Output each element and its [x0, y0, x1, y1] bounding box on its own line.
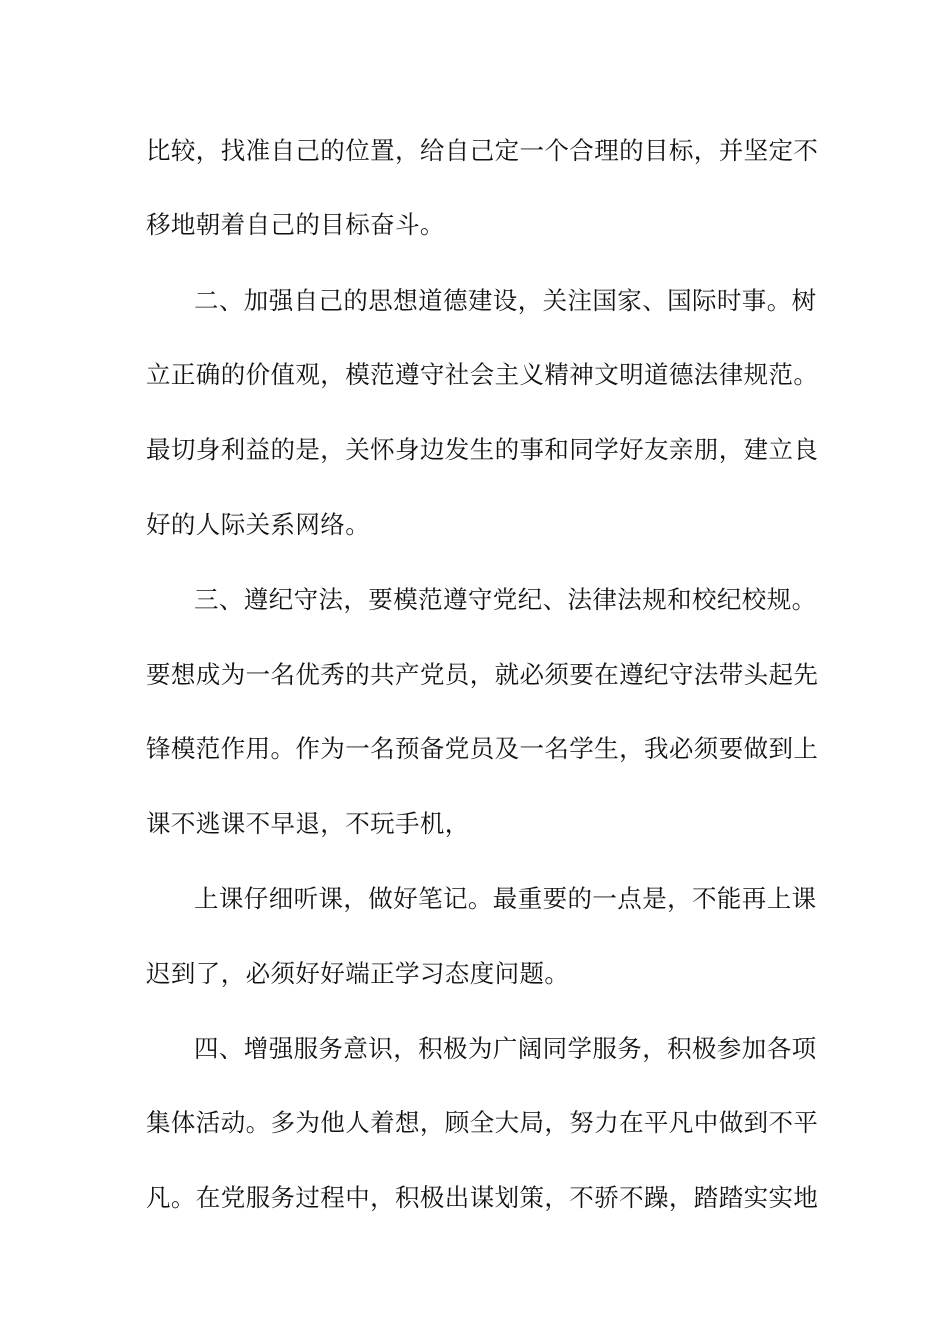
paragraph-first-line: 四、增强服务意识，积极为广阔同学服务，积极参加各项 — [194, 1034, 817, 1063]
text-line: 最切身利益的是，关怀身边发生的事和同学好友亲朋，建立良 — [146, 435, 819, 464]
text-line: 课不逃课不早退，不玩手机， — [146, 809, 470, 838]
text-line: 比较，找准自己的位置，给自己定一个合理的目标，并坚定不 — [146, 136, 819, 165]
paragraph-first-line: 二、加强自己的思想道德建设，关注国家、国际时事。树 — [194, 286, 817, 315]
text-line: 好的人际关系网络。 — [146, 510, 371, 539]
text-line: 凡。在党服务过程中，积极出谋划策，不骄不躁，踏踏实实地 — [146, 1183, 819, 1212]
text-line: 集体活动。多为他人着想，顾全大局，努力在平凡中做到不平 — [146, 1108, 819, 1137]
text-line: 锋模范作用。作为一名预备党员及一名学生，我必须要做到上 — [146, 734, 819, 763]
text-line: 要想成为一名优秀的共产党员，就必须要在遵纪守法带头起先 — [146, 660, 819, 689]
text-line: 迟到了，必须好好端正学习态度问题。 — [146, 959, 570, 988]
paragraph-first-line: 三、遵纪守法，要模范遵守党纪、法律法规和校纪校规。 — [194, 585, 817, 614]
text-line: 移地朝着自己的目标奋斗。 — [146, 210, 445, 239]
text-line: 立正确的价值观，模范遵守社会主义精神文明道德法律规范。 — [146, 360, 819, 389]
paragraph-first-line: 上课仔细听课，做好笔记。最重要的一点是，不能再上课 — [194, 884, 817, 913]
